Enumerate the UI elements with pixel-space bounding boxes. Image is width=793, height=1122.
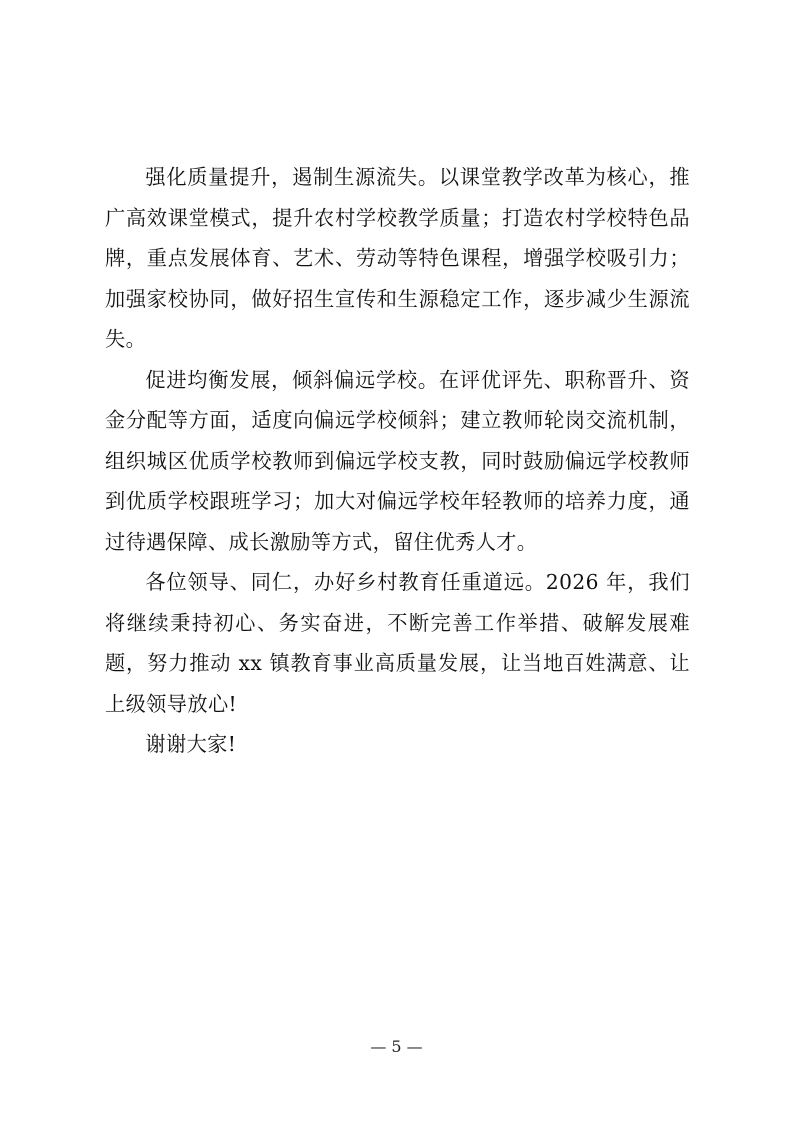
page-number: — 5 — [370, 1037, 423, 1056]
document-body [105, 157, 690, 765]
paragraph-balanced-development: 促进均衡发展，倾斜偏远学校。在评优评先、职称晋升、资金分配等方面，适度向偏远学校倾斜；建立教师轮岗交流机制，组织城区优质学校教师到偏远学校支教，同时鼓励偏远学校教师到优质学校跟班学习；加大对偏远学校年轻教师的培养力度，通过待遇保障、成长激励等方式，留住优秀人才。 [105, 367, 690, 554]
paragraph-quality-improvement: 强化质量提升，遏制生源流失。以课堂教学改革为核心，推广高效课堂模式，提升农村学校教学质量；打造农村学校特色品牌，重点发展体育、艺术、劳动等特色课程，增强学校吸引力；加强家校协同，做好招生宣传和生源稳定工作，逐步减少生源流失。 [105, 165, 690, 351]
paragraph-closing-remarks: 各位领导、同仁，办好乡村教育任重道远。2026 年，我们将继续秉持初心、务实奋进，不断完善工作举措、破解发展难题，努力推动 xx 镇教育事业高质量发展，让当地百姓满意、让上级领导放心! [105, 570, 690, 716]
paragraph-thanks: 谢谢大家! [145, 732, 237, 756]
